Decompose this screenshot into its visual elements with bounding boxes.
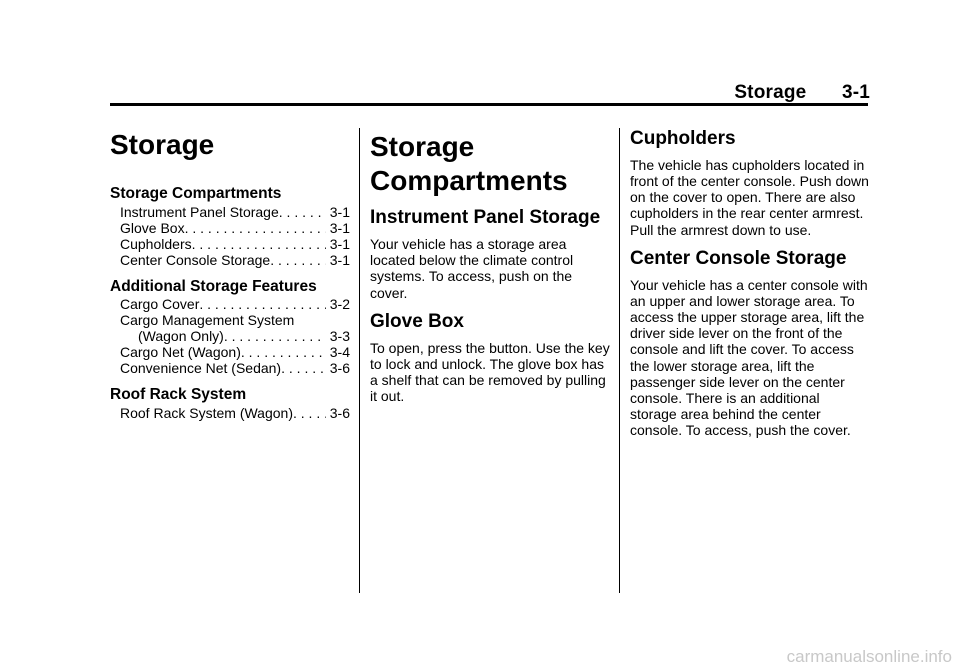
header-rule: [110, 103, 868, 106]
toc-entry[interactable]: [110, 220, 350, 236]
toc-entry[interactable]: [110, 296, 350, 312]
page-header: [734, 82, 870, 104]
toc-entry-text: Instrument Panel Storage: [120, 203, 279, 220]
toc-entry[interactable]: [110, 236, 350, 252]
toc-entry[interactable]: [110, 344, 350, 360]
section-heading: Center Console Storage: [630, 247, 847, 269]
toc-entry[interactable]: [110, 328, 350, 344]
watermark-text: carmanualsonline.info: [786, 647, 952, 666]
toc-entry[interactable]: [110, 252, 350, 268]
toc-heading: Storage Compartments: [110, 184, 282, 202]
body-paragraph: Your vehicle has a center console with an upper and lower storage area. To access the upper storage area, lift the driver side lever on the front of the console and lift the cover. To access the lower storage area, lift the passenger side lever on the center console. There is an additional storage area behind the center console. To access, push the cover.: [630, 276, 868, 439]
section-heading: Cupholders: [630, 128, 736, 149]
toc-entry-page: 3-1: [329, 251, 350, 268]
toc-entry-text: Cargo Net (Wagon): [120, 344, 241, 361]
toc-entry-text-cont: (Wagon Only): [138, 328, 224, 345]
header-section-title: Storage: [734, 82, 807, 103]
toc-entry-text[interactable]: Cargo Management System: [120, 312, 295, 329]
toc-entry-page: 3-1: [329, 219, 350, 236]
content-column-2: [370, 122, 610, 412]
toc-entry-text: Center Console Storage: [120, 251, 271, 268]
toc-entry-text: Cargo Cover: [120, 296, 200, 313]
content-column-3: [630, 122, 870, 447]
toc-entry-page: 3-6: [329, 405, 350, 422]
toc-entry-page: 3-1: [329, 203, 350, 220]
toc-entry-text: Glove Box: [120, 219, 185, 236]
toc-entry-text: Convenience Net (Sedan): [120, 360, 282, 377]
chapter-title: Storage: [110, 129, 215, 160]
column-divider: [359, 128, 360, 593]
toc-heading: Additional Storage Features: [110, 277, 317, 295]
section-title: Storage Compartments: [370, 131, 568, 196]
body-paragraph: To open, press the button. Use the key to lock and unlock. The glove box has a shelf that can be removed by pulling it out.: [370, 339, 610, 405]
header-page-number: 3-1: [841, 82, 870, 103]
body-paragraph: Your vehicle has a storage area located below the climate control systems. To access, push on the cover.: [370, 235, 574, 301]
table-of-contents: [110, 185, 350, 421]
toc-entry[interactable]: [110, 360, 350, 376]
toc-entry-page: 3-4: [329, 344, 350, 361]
toc-entry-page: 3-1: [329, 235, 350, 252]
toc-entry-page: 3-3: [329, 328, 350, 345]
toc-entry[interactable]: [110, 405, 350, 421]
toc-entry-text: Cupholders: [120, 235, 192, 252]
section-heading: Glove Box: [370, 310, 464, 332]
toc-column: [110, 122, 350, 421]
toc-entry-page: 3-2: [329, 296, 350, 313]
toc-entry-text: Roof Rack System (Wagon): [120, 405, 293, 422]
section-heading: Instrument Panel Storage: [370, 207, 601, 229]
toc-entry-page: 3-6: [329, 360, 350, 377]
body-paragraph: The vehicle has cupholders located in front of the center console. Push down on the cover to open. There are also cupholders in the rear center armrest. Pull the armrest down to use.: [630, 156, 869, 238]
toc-entry[interactable]: [110, 204, 350, 220]
column-divider: [619, 128, 620, 593]
toc-heading: Roof Rack System: [110, 386, 247, 404]
